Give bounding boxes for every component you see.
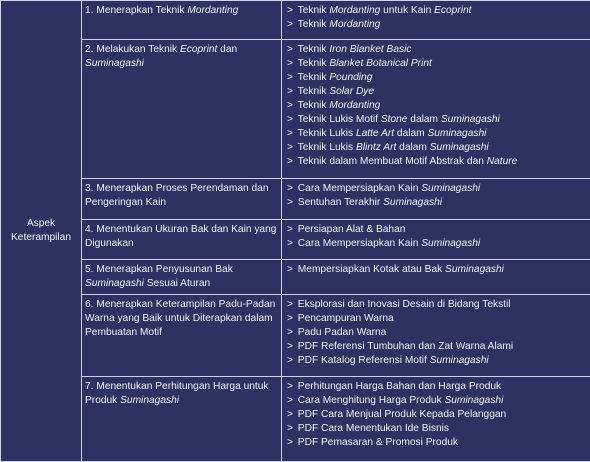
bullet-marker: > xyxy=(287,395,293,406)
italic-term: Mordanting xyxy=(329,19,380,30)
competency-cell xyxy=(82,260,282,295)
italic-term: Stone xyxy=(381,114,408,125)
bullet-marker: > xyxy=(287,327,293,338)
text-run: Teknik Lukis xyxy=(298,142,356,153)
italic-term: Suminagashi xyxy=(445,264,504,275)
table-row xyxy=(1,377,590,462)
italic-term: Latte Art xyxy=(356,128,394,139)
bullet-marker: > xyxy=(287,437,293,448)
text-run: PDF Cara Menentukan Ide Bisnis xyxy=(298,423,449,434)
material-item xyxy=(287,263,586,277)
text-run: dalam xyxy=(407,114,440,125)
competency-text xyxy=(85,298,277,340)
material-item xyxy=(287,182,586,196)
skills-table-body xyxy=(1,1,590,462)
text-run: Mempersiapkan Kotak atau Bak xyxy=(298,264,445,275)
bullet-marker: > xyxy=(287,355,293,366)
italic-term: Mordanting xyxy=(329,100,380,111)
material-item xyxy=(287,18,586,32)
italic-term: Ecoprint xyxy=(180,44,217,55)
bullet-marker: > xyxy=(287,264,293,275)
bullet-marker: > xyxy=(287,44,293,55)
text-run: Teknik xyxy=(298,86,330,97)
italic-term: Suminagashi xyxy=(383,197,442,208)
text-run: untuk Kain xyxy=(380,5,434,16)
bullet-marker: > xyxy=(287,423,293,434)
table-row xyxy=(1,1,590,40)
table-row xyxy=(1,295,590,377)
text-run: Pencampuran Warna xyxy=(298,313,394,324)
text-run: 4. Menentukan Ukuran Bak dan Kain yang Digunakan xyxy=(85,224,276,249)
italic-term: Iron Blanket Basic xyxy=(329,44,411,55)
italic-term: Suminagashi xyxy=(85,58,144,69)
material-item xyxy=(287,196,586,210)
text-run: PDF Referensi Tumbuhan dan Zat Warna Alami xyxy=(298,341,513,352)
material-item xyxy=(287,113,586,127)
material-cell xyxy=(282,179,590,220)
bullet-marker: > xyxy=(287,156,293,167)
material-item xyxy=(287,408,586,422)
italic-term: Suminagashi xyxy=(421,183,480,194)
italic-term: Suminagashi xyxy=(441,114,500,125)
bullet-marker: > xyxy=(287,183,293,194)
material-item xyxy=(287,4,586,18)
material-cell xyxy=(282,1,590,40)
text-run: Cara Mempersiapkan Kain xyxy=(298,238,421,249)
text-run: Cara Mempersiapkan Kain xyxy=(298,183,421,194)
text-run: Teknik Lukis Motif xyxy=(298,114,381,125)
material-item xyxy=(287,326,586,340)
text-run: 2. Melakukan Teknik xyxy=(85,44,180,55)
italic-term: Nature xyxy=(487,156,518,167)
text-run: Teknik Lukis xyxy=(298,128,356,139)
competency-cell xyxy=(82,40,282,179)
italic-term: Suminagashi xyxy=(428,128,487,139)
material-item xyxy=(287,43,586,57)
material-item xyxy=(287,298,586,312)
competency-text xyxy=(85,43,277,71)
italic-term: Ecoprint xyxy=(434,5,471,16)
text-run: Padu Padan Warna xyxy=(298,327,387,338)
italic-term: Suminagashi xyxy=(120,395,179,406)
bullet-marker: > xyxy=(287,197,293,208)
italic-term: Suminagashi xyxy=(430,142,489,153)
text-run: Perhitungan Harga Bahan dan Harga Produk xyxy=(298,381,501,392)
text-run: Teknik xyxy=(298,100,330,111)
material-item xyxy=(287,237,586,251)
competency-text xyxy=(85,4,277,18)
italic-term: Mordanting xyxy=(187,5,238,16)
competency-cell xyxy=(82,220,282,260)
bullet-marker: > xyxy=(287,142,293,153)
italic-term: Blintz Art xyxy=(356,142,396,153)
material-item xyxy=(287,340,586,354)
text-run: Teknik xyxy=(298,44,330,55)
text-run: Cara Menghitung Harga Produk xyxy=(298,395,445,406)
material-cell xyxy=(282,220,590,260)
bullet-marker: > xyxy=(287,128,293,139)
bullet-marker: > xyxy=(287,58,293,69)
material-item xyxy=(287,312,586,326)
text-run: 1. Menerapkan Teknik xyxy=(85,5,187,16)
table-row xyxy=(1,179,590,220)
competency-cell xyxy=(82,377,282,462)
italic-term: Suminagashi xyxy=(430,355,489,366)
bullet-marker: > xyxy=(287,224,293,235)
bullet-marker: > xyxy=(287,72,293,83)
text-run: PDF Cara Menjual Produk Kepada Pelanggan xyxy=(298,409,506,420)
material-item xyxy=(287,57,586,71)
competency-text xyxy=(85,263,277,291)
table-row xyxy=(1,220,590,260)
text-run: Teknik xyxy=(298,5,330,16)
material-cell xyxy=(282,377,590,462)
material-item xyxy=(287,85,586,99)
bullet-marker: > xyxy=(287,100,293,111)
competency-text xyxy=(85,182,277,210)
bullet-marker: > xyxy=(287,409,293,420)
bullet-marker: > xyxy=(287,381,293,392)
text-run: Eksplorasi dan Inovasi Desain di Bidang Tekstil xyxy=(298,299,511,310)
bullet-marker: > xyxy=(287,5,293,16)
text-run: Teknik dalam Membuat Motif Abstrak dan xyxy=(298,156,487,167)
bullet-marker: > xyxy=(287,238,293,249)
aspect-label-line1: Aspek xyxy=(7,217,75,231)
material-item xyxy=(287,99,586,113)
text-run: PDF Katalog Referensi Motif xyxy=(298,355,430,366)
material-item xyxy=(287,141,586,155)
competency-cell xyxy=(82,295,282,377)
material-item xyxy=(287,422,586,436)
text-run: Sentuhan Terakhir xyxy=(298,197,383,208)
table-row xyxy=(1,40,590,179)
bullet-marker: > xyxy=(287,341,293,352)
material-item xyxy=(287,71,586,85)
text-run: Teknik xyxy=(298,72,330,83)
bullet-marker: > xyxy=(287,114,293,125)
italic-term: Suminagashi xyxy=(85,278,144,289)
material-cell xyxy=(282,40,590,179)
italic-term: Suminagashi xyxy=(421,238,480,249)
italic-term: Mordanting xyxy=(329,5,380,16)
text-run: 5. Menerapkan Penyusunan Bak xyxy=(85,264,233,275)
table-row xyxy=(1,260,590,295)
material-item xyxy=(287,436,586,450)
aspect-label-line2: Keterampilan xyxy=(7,231,75,245)
competency-text xyxy=(85,380,277,408)
bullet-marker: > xyxy=(287,299,293,310)
competency-text xyxy=(85,223,277,251)
italic-term: Pounding xyxy=(329,72,372,83)
material-item xyxy=(287,394,586,408)
text-run: dalam xyxy=(394,128,427,139)
text-run: PDF Pemasaran & Promosi Produk xyxy=(298,437,458,448)
text-run: dalam xyxy=(396,142,429,153)
material-cell xyxy=(282,260,590,295)
material-cell xyxy=(282,295,590,377)
text-run: Teknik xyxy=(298,58,330,69)
text-run: Sesuai Aturan xyxy=(144,278,210,289)
bullet-marker: > xyxy=(287,19,293,30)
material-item xyxy=(287,127,586,141)
bullet-marker: > xyxy=(287,313,293,324)
text-run: 7. Menentukan Perhitungan Harga untuk Produk xyxy=(85,381,269,406)
text-run: Teknik xyxy=(298,19,330,30)
text-run: dan xyxy=(217,44,237,55)
material-item xyxy=(287,223,586,237)
material-item xyxy=(287,155,586,169)
italic-term: Suminagashi xyxy=(444,395,503,406)
italic-term: Blanket Botanical Print xyxy=(329,58,432,69)
competency-cell xyxy=(82,1,282,40)
text-run: 3. Menerapkan Proses Perendaman dan Pengeringan Kain xyxy=(85,183,269,208)
italic-term: Solar Dye xyxy=(329,86,374,97)
competency-cell xyxy=(82,179,282,220)
text-run: Persiapan Alat & Bahan xyxy=(298,224,406,235)
material-item xyxy=(287,380,586,394)
aspect-cell xyxy=(1,1,82,462)
text-run: 6. Menerapkan Keterampilan Padu-Padan Warna yang Baik untuk Diterapkan dalam Pembuatan Motif xyxy=(85,299,275,338)
bullet-marker: > xyxy=(287,86,293,97)
material-item xyxy=(287,354,586,368)
